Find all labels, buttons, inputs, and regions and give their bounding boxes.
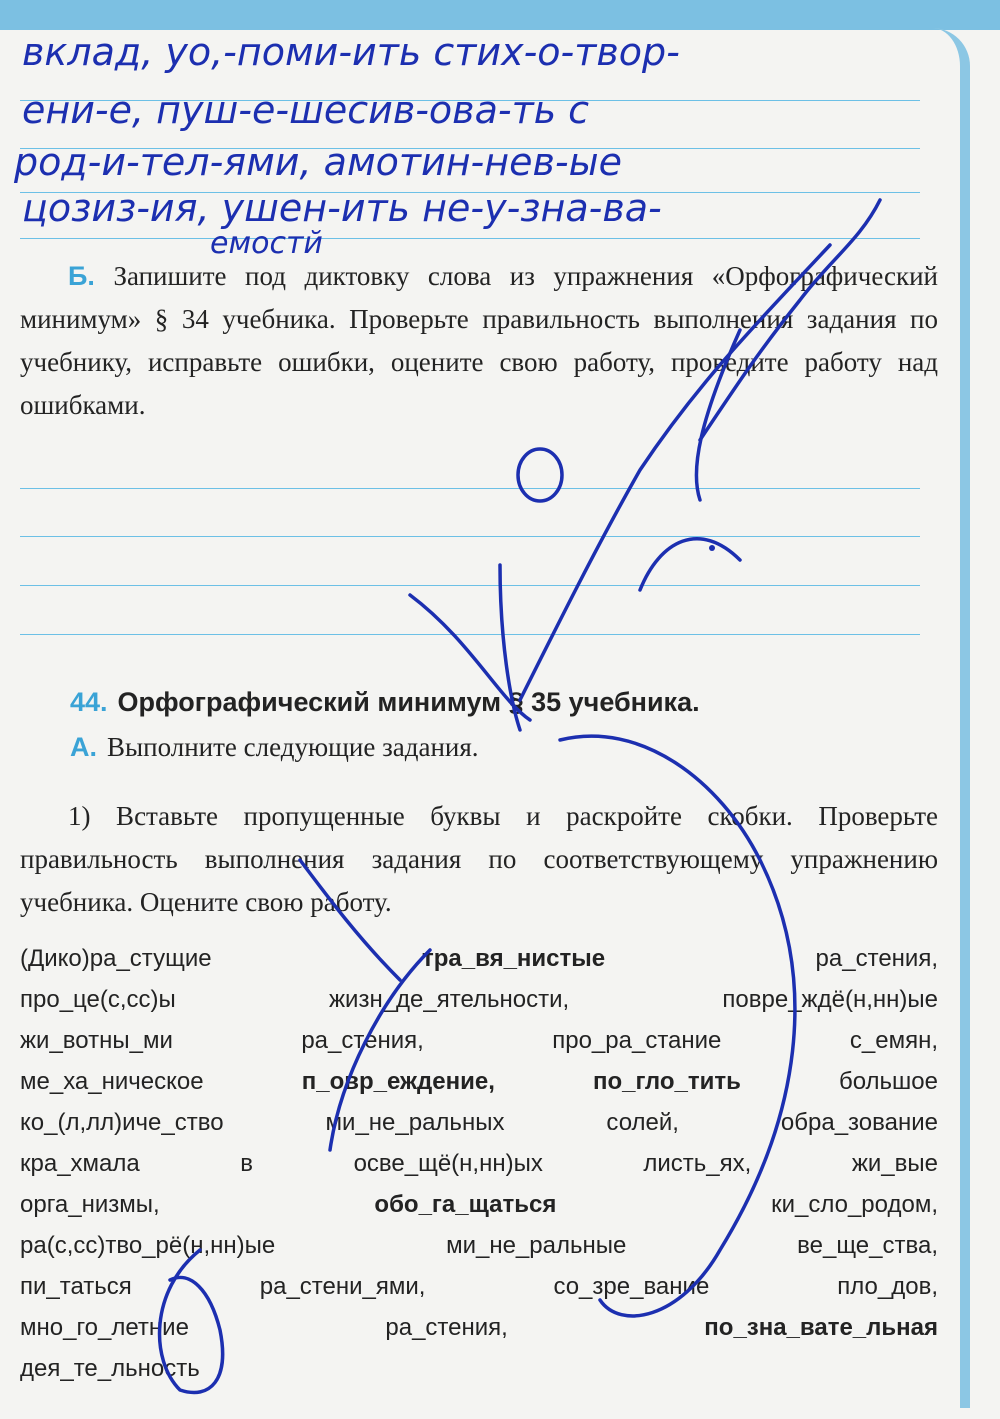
word-row: [20, 1225, 938, 1266]
section-b-label: Б.: [68, 261, 95, 291]
word-row: [20, 1061, 938, 1102]
exercise-word: повре_ждё(н,нн)ые: [722, 985, 938, 1013]
exercise-word: солей,: [606, 1108, 679, 1136]
exercise-word: ве_ще_ства,: [797, 1231, 938, 1259]
word-row: [20, 1184, 938, 1225]
exercise-word: дея_те_льность: [20, 1354, 200, 1382]
exercise-word: осве_щё(н,нн)ых: [353, 1149, 543, 1177]
exercise-word: про_ра_стание: [552, 1026, 722, 1054]
exercise-word: про_це(с,сс)ы: [20, 985, 176, 1013]
exercise-word: жи_вые: [851, 1149, 938, 1177]
handwriting-line: род-и-тел-ями, амотин-нев-ые: [14, 140, 622, 184]
writing-rule: [20, 634, 920, 635]
task-1-paragraph: 1) Вставьте пропущенные буквы и раскройте скобки. Проверьте правильность выполнения задания по соответствующему упражнению учебника. Оцените свою работу.: [20, 801, 938, 917]
task-a-label: А.: [70, 732, 97, 762]
word-row: [20, 1020, 938, 1061]
writing-rule: [20, 536, 920, 537]
top-color-band: [0, 0, 1000, 30]
exercise-word: ра(с,сс)тво_рё(н,нн)ые: [20, 1231, 276, 1259]
handwriting-line: цозиз-ия, ушен-ить не-у-зна-ва-: [22, 186, 662, 230]
handwriting-line: ени-е, пуш-е-шесив-ова-ть с: [22, 88, 590, 132]
word-row: [20, 938, 938, 979]
exercise-word: в: [240, 1149, 254, 1177]
word-exercise: [20, 938, 938, 1389]
word-row: [20, 1102, 938, 1143]
exercise-word: по_гло_тить: [593, 1067, 741, 1095]
exercise-word: обо_га_щаться: [374, 1190, 557, 1218]
handwriting-line: емостй: [210, 226, 323, 261]
exercise-number: 44.: [70, 687, 108, 717]
exercise-word: (Дико)ра_стущие: [20, 944, 212, 972]
exercise-title: Орфографический минимум § 35 учебника.: [117, 687, 700, 717]
section-b-paragraph: [20, 255, 938, 427]
exercise-word: обра_зование: [780, 1108, 938, 1136]
exercise-word: кра_хмала: [20, 1149, 140, 1177]
task-a-text: Выполните следующие задания.: [107, 732, 479, 762]
exercise-word: ра_стения,: [385, 1313, 508, 1341]
exercise-word: со_зре_вание: [553, 1272, 710, 1300]
exercise-word: пло_дов,: [837, 1272, 938, 1300]
exercise-heading: [70, 687, 700, 718]
word-row: [20, 1348, 938, 1389]
writing-rule: [20, 488, 920, 489]
exercise-word: тра_вя_нистые: [422, 944, 606, 972]
task-a: [70, 732, 479, 763]
exercise-word: листь_ях,: [643, 1149, 752, 1177]
word-row: [20, 1266, 938, 1307]
exercise-word: жи_вотны_ми: [20, 1026, 173, 1054]
exercise-word: ра_стения,: [815, 944, 938, 972]
word-row: [20, 1307, 938, 1348]
exercise-word: большое: [838, 1067, 938, 1095]
exercise-word: ме_ха_ническое: [20, 1067, 204, 1095]
word-row: [20, 1143, 938, 1184]
handwriting-line: вклад, уо,-поми-ить стих-о-твор-: [22, 30, 680, 74]
exercise-word: пи_таться: [20, 1272, 132, 1300]
exercise-word: ко_(л,лл)иче_ство: [20, 1108, 224, 1136]
writing-rule: [20, 238, 920, 239]
section-b-text: Запишите под диктовку слова из упражнения «Орфографический минимум» § 34 учебника. Проверьте правильность выполнения задания по учебнику, исправьте ошибки, оцените свою работу, проведите работу над ошибками.: [20, 261, 938, 420]
exercise-word: ми_не_ральные: [446, 1231, 627, 1259]
exercise-word: мно_го_летние: [20, 1313, 189, 1341]
exercise-word: орга_низмы,: [20, 1190, 160, 1218]
word-row: [20, 979, 938, 1020]
exercise-word: жизн_де_ятельности,: [328, 985, 570, 1013]
exercise-word: с_емян,: [849, 1026, 938, 1054]
exercise-word: по_зна_вате_льная: [704, 1313, 938, 1341]
exercise-word: ра_стения,: [301, 1026, 424, 1054]
exercise-word: ми_не_ральных: [325, 1108, 505, 1136]
exercise-word: ки_сло_родом,: [771, 1190, 938, 1218]
exercise-word: ра_стени_ями,: [259, 1272, 426, 1300]
writing-rule: [20, 585, 920, 586]
exercise-word: п_овр_еждение,: [301, 1067, 495, 1095]
